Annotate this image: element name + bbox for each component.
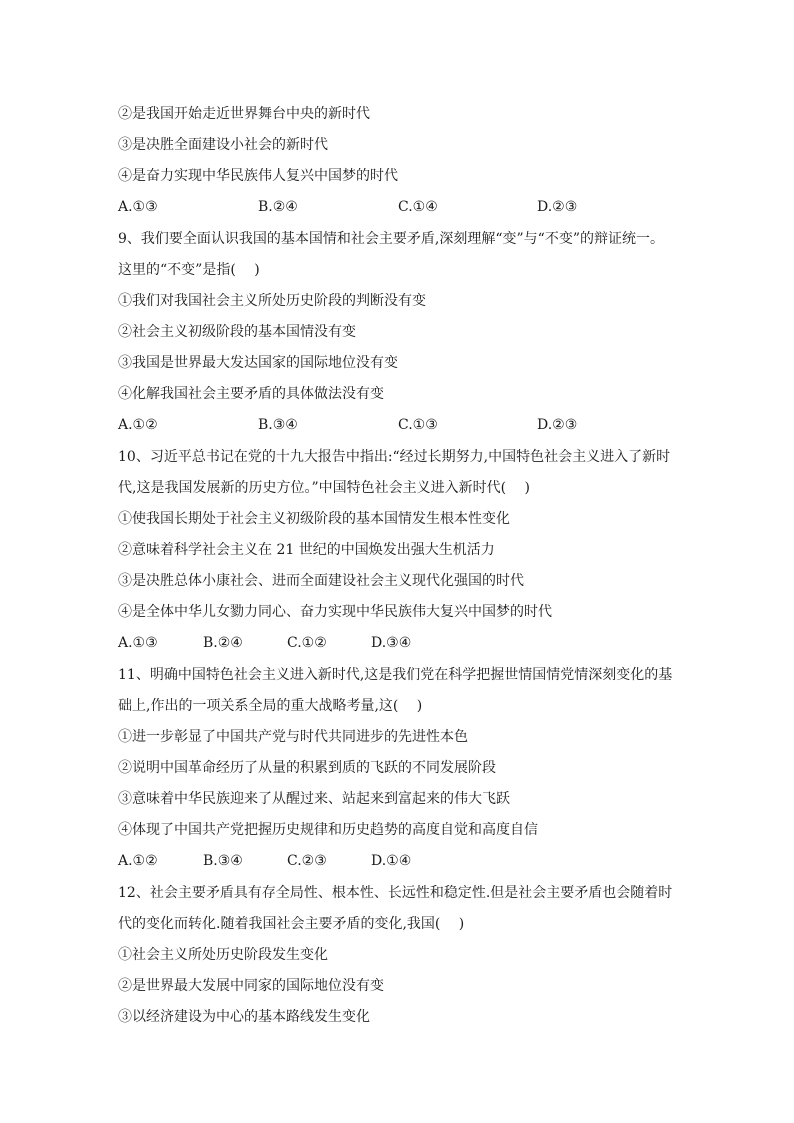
- q10-item-1: ①使我国长期处于社会主义初级阶段的基本国情发生根本性变化: [118, 511, 510, 527]
- q11-stem-line1: 11、明确中国特色社会主义进入新时代,这是我们党在科学把握世情国情党情深刻变化的基: [118, 667, 673, 683]
- q10-item-2: ②意味着科学社会主义在 21 世纪的中国焕发出强大生机活力: [118, 542, 495, 558]
- q12-stem-line1: 12、社会主要矛盾具有存全局性、根本性、长远性和稳定性.但是社会主要矛盾也会随着时: [118, 885, 673, 901]
- q11-item-1: ①进一步彰显了中国共产党与时代共同进步的先进性本色: [118, 729, 468, 745]
- q9-option-a: A.①②: [118, 417, 158, 433]
- q9-item-4: ④化解我国社会主要矛盾的具体做法没有变: [118, 386, 384, 402]
- q11-item-4: ④体现了中国共产党把握历史规律和历史趋势的高度自觉和高度自信: [118, 822, 538, 838]
- q8-option-c: C.①④: [398, 199, 438, 215]
- q9-stem-line2: 这里的“不变”是指( ): [118, 262, 260, 278]
- q9-option-b: B.③④: [258, 417, 298, 433]
- q9-option-c: C.①③: [398, 417, 438, 433]
- q9-item-1: ①我们对我国社会主义所处历史阶段的判断没有变: [118, 293, 426, 309]
- q11-item-2: ②说明中国革命经历了从量的积累到质的飞跃的不同发展阶段: [118, 760, 496, 776]
- q8-item-4: ④是奋力实现中华民族伟人复兴中国梦的时代: [118, 168, 398, 184]
- q10-stem-line2: 代,这是我国发展新的历史方位。”中国特色社会主义进入新时代( ): [118, 480, 530, 496]
- q8-option-b: B.②④: [258, 199, 298, 215]
- q11-option-c: C.②③: [287, 853, 327, 869]
- q12-stem-line2: 代的变化而转化.随着我国社会主要矛盾的变化,我国( ): [118, 916, 465, 932]
- q9-stem-line1: 9、我们要全面认识我国的基本国情和社会主要矛盾,深刻理解“变”与“不变”的辩证统一。: [118, 231, 664, 247]
- q12-item-3: ③以经济建设为中心的基本路线发生变化: [118, 1009, 370, 1025]
- q8-item-2: ②是我国开始走近世界舞台中央的新时代: [118, 106, 370, 122]
- q12-item-2: ②是世界最大发展中同家的国际地位没有变: [118, 978, 384, 994]
- q8-item-3: ③是决胜全面建设小社会的新时代: [118, 137, 328, 153]
- q11-item-3: ③意味着中华民族迎来了从醒过来、站起来到富起来的伟大飞跃: [118, 791, 510, 807]
- q10-option-a: A.①③: [118, 635, 158, 651]
- q11-option-a: A.①②: [118, 853, 158, 869]
- q10-item-4: ④是全体中华儿女勠力同心、奋力实现中华民族伟大复兴中国梦的时代: [118, 604, 552, 620]
- q10-option-d: D.③④: [371, 635, 412, 651]
- q9-option-d: D.②③: [537, 417, 578, 433]
- q12-item-1: ①社会主义所处历史阶段发生变化: [118, 947, 328, 963]
- q8-option-a: A.①③: [118, 199, 158, 215]
- q10-item-3: ③是决胜总体小康社会、进而全面建设社会主义现代化强国的时代: [118, 573, 524, 589]
- q11-option-b: B.③④: [203, 853, 243, 869]
- q10-option-c: C.①②: [287, 635, 327, 651]
- q8-option-d: D.②③: [537, 199, 578, 215]
- q10-stem-line1: 10、习近平总书记在党的十九大报告中指出:“经过长期努力,中国特色社会主义进入了新时: [118, 449, 671, 465]
- q11-option-d: D.①④: [371, 853, 412, 869]
- q9-item-2: ②社会主义初级阶段的基本国情没有变: [118, 324, 356, 340]
- q9-item-3: ③我国是世界最大发达国家的国际地位没有变: [118, 355, 398, 371]
- q10-option-b: B.②④: [203, 635, 243, 651]
- q11-stem-line2: 础上,作出的一项关系全局的重大战略考量,这( ): [118, 698, 423, 714]
